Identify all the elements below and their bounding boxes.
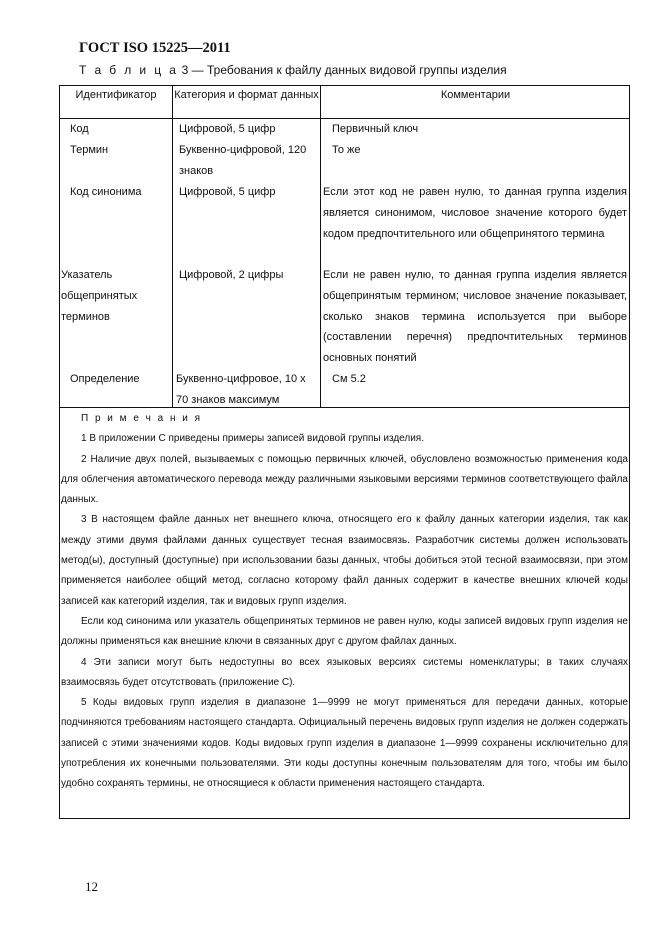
row-4-format: Цифровой, 2 цифры bbox=[179, 269, 284, 281]
row-4-identifier: Указатель общепринятых терминов bbox=[61, 269, 138, 323]
row-1-format: Цифровой, 5 цифр bbox=[179, 123, 276, 135]
row-3-comment: Если этот код не равен нулю, то данная группа изделия является синонимом, числовое значение которого будет кодом предпочтительного или общепринятого термина bbox=[323, 186, 627, 240]
column-divider-2 bbox=[320, 86, 321, 407]
column-divider-1 bbox=[172, 86, 173, 407]
table-caption bbox=[79, 63, 507, 77]
row-4-comment: Если не равен нулю, то данная группа изделия является общепринятым термином; числовое значение показывает, сколько знаков термина используется при выборе (составлении перечня) предпочтительных терминов основных понятий bbox=[323, 269, 627, 365]
row-2-format: Буквенно-цифровой, 120 знаков bbox=[179, 144, 307, 177]
row-1-comment: Первичный ключ bbox=[332, 123, 419, 135]
note-3-continued: Если код синонима или указатель общепринятых терминов не равен нулю, коды записей видовых групп изделия не должны применяться как внешние ключи в связанных друг с другом файлах данных. bbox=[61, 615, 628, 648]
notes-top-rule bbox=[60, 407, 629, 408]
note-5: 5 Коды видовых групп изделия в диапазоне 1—9999 не могут применяться для передачи данных, которые подчиняются требованиям настоящего стандарта. Официальный перечень видовых групп изделия не должен содержать записей с этими значениями кодов. Коды видовых групп изделия в диапазоне 1—9999 сохранены исключительно для употребления их конечными пользователями. Эти коды доступны конечным пользователям для того, чтобы им было удобно сохранять термины, не относящиеся к области применения настоящего стандарта. bbox=[61, 697, 628, 790]
row-2-identifier: Термин bbox=[70, 144, 109, 156]
row-5-format: Буквенно-цифровое, 10 х 70 знаков максимум bbox=[176, 373, 306, 406]
row-3-identifier: Код синонима bbox=[70, 186, 142, 198]
row-3-format: Цифровой, 5 цифр bbox=[179, 186, 276, 198]
column-header-identifier: Идентификатор bbox=[75, 89, 157, 101]
row-2-comment: То же bbox=[332, 144, 361, 156]
note-3: 3 В настоящем файле данных нет внешнего ключа, относящего его к файлу данных категории изделия, так как между этими двумя файлами данных существует тесная взаимосвязь. Разработчик системы должен использовать метод(ы), доступный (доступные) при использовании базы данных, чтобы добиться этой тесной взаимосвязи, при этом применяется наиболее общий метод, согласно которому файл данных содержит в качестве внешних ключей коды записей как категорий изделия, так и видовых групп изделия. bbox=[61, 514, 628, 607]
table-caption-prefix: Т а б л и ц а bbox=[79, 63, 179, 77]
column-header-comments: Комментарии bbox=[440, 89, 511, 101]
requirements-table bbox=[59, 85, 630, 819]
row-5-identifier: Определение bbox=[70, 373, 140, 385]
notes-heading: П р и м е ч а н и я bbox=[81, 413, 203, 424]
note-4: 4 Эти записи могут быть недоступны во всех языковых версиях системы номенклатуры; в таких случаях взаимосвязь будет отсутствовать (приложение С). bbox=[61, 656, 628, 688]
standard-title: ГОСТ ISO 15225—2011 bbox=[79, 40, 231, 56]
row-1-identifier: Код bbox=[70, 123, 89, 135]
column-header-format: Категория и формат данных bbox=[174, 89, 319, 101]
page-number: 12 bbox=[85, 879, 98, 894]
table-caption-text: 3 — Требования к файлу данных видовой группы изделия bbox=[178, 63, 507, 77]
table-notes bbox=[61, 409, 628, 795]
row-5-comment: См 5.2 bbox=[332, 373, 366, 385]
note-2: 2 Наличие двух полей, вызываемых с помощью первичных ключей, обусловлено возможностью применения кода для облегчения автоматического перевода между различными языковыми версиями терминов соответствующего файла данных. bbox=[61, 453, 628, 506]
note-1: 1 В приложении С приведены примеры записей видовой группы изделия. bbox=[81, 433, 425, 445]
